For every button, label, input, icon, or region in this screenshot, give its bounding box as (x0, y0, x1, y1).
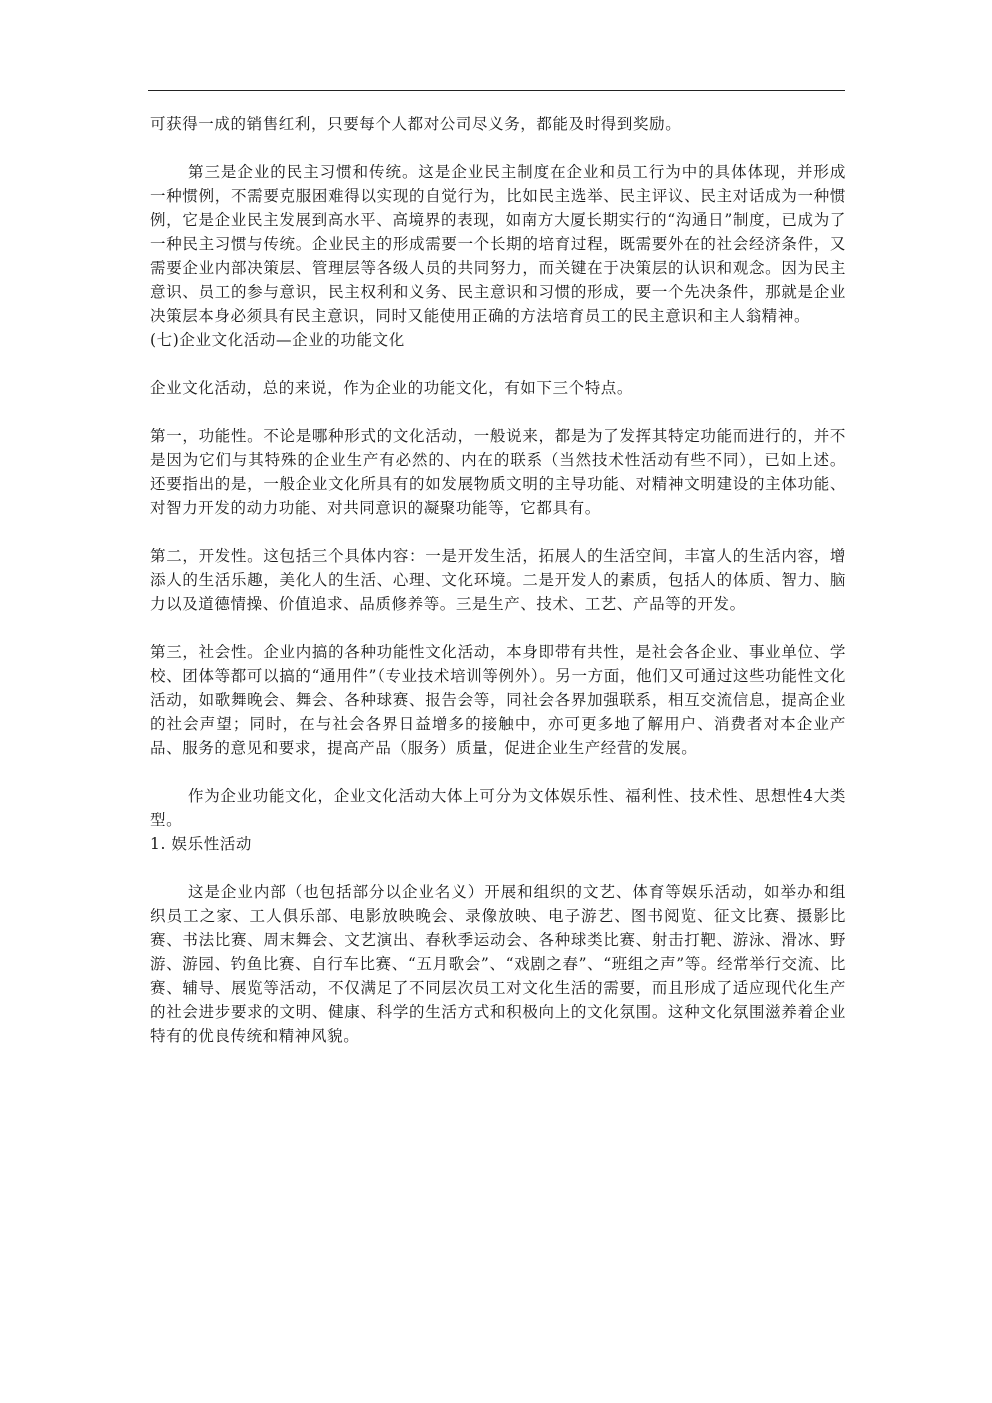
subheading-entertainment: 1. 娱乐性活动 (150, 835, 253, 853)
paragraph-functional: 第一，功能性。不论是哪种形式的文化活动，一般说来，都是为了发挥其特定功能而进行的，并不是因为它们与其特殊的企业生产有必然的、内在的联系（当然技术性活动有些不同），已如上述。还要指出的是，一般企业文化所具有的如发展物质文明的主导功能、对精神文明建设的主体功能、对智力开发的动力功能、对共同意识的凝聚功能等，它都具有。 (150, 427, 846, 517)
paragraph-developmental: 第二，开发性。这包括三个具体内容：一是开发生活，拓展人的生活空间，丰富人的生活内容，增添人的生活乐趣，美化人的生活、心理、文化环境。二是开发人的素质，包括人的体质、智力、脑力以及道德情操、价值追求、品质修养等。三是生产、技术、工艺、产品等的开发。 (150, 547, 846, 613)
paragraph-four-types: 作为企业功能文化，企业文化活动大体上可分为文体娱乐性、福利性、技术性、思想性4大类型。 (150, 787, 846, 829)
section-heading-7: (七)企业文化活动—企业的功能文化 (150, 331, 405, 349)
paragraph-social: 第三，社会性。企业内搞的各种功能性文化活动，本身即带有共性，是社会各企业、事业单位、学校、团体等都可以搞的“通用件”（专业技术培训等例外）。另一方面，他们又可通过这些功能性文化活动，如歌舞晚会、舞会、各种球赛、报告会等，同社会各界加强联系，相互交流信息，提高企业的社会声望；同时，在与社会各界日益增多的接触中，亦可更多地了解用户、消费者对本企业产品、服务的意见和要求，提高产品（服务）质量，促进企业生产经营的发展。 (150, 643, 846, 757)
paragraph-continuation: 可获得一成的销售红利，只要每个人都对公司尽义务，都能及时得到奖励。 (150, 115, 682, 133)
document-body (150, 112, 846, 1048)
header-rule (148, 90, 845, 91)
paragraph-democratic-tradition: 第三是企业的民主习惯和传统。这是企业民主制度在企业和员工行为中的具体体现，并形成一种惯例，不需要克服困难得以实现的自觉行为，比如民主选举、民主评议、民主对话成为一种惯例，它是企业民主发展到高水平、高境界的表现，如南方大厦长期实行的“沟通日”制度，已成为了一种民主习惯与传统。企业民主的形成需要一个长期的培育过程，既需要外在的社会经济条件，又需要企业内部决策层、管理层等各级人员的共同努力，而关键在于决策层的认识和观念。因为民主意识、员工的参与意识，民主权利和义务、民主意识和习惯的形成，要一个先决条件，那就是企业决策层本身必须具有民主意识，同时又能使用正确的方法培育员工的民主意识和主人翁精神。 (150, 163, 846, 325)
paragraph-entertainment: 这是企业内部（也包括部分以企业名义）开展和组织的文艺、体育等娱乐活动，如举办和组织员工之家、工人俱乐部、电影放映晚会、录像放映、电子游艺、图书阅览、征文比赛、摄影比赛、书法比赛、周末舞会、文艺演出、春秋季运动会、各种球类比赛、射击打靶、游泳、滑冰、野游、游园、钓鱼比赛、自行车比赛、“五月歌会”、“戏剧之春”、“班组之声”等。经常举行交流、比赛、辅导、展览等活动，不仅满足了不同层次员工对文化生活的需要，而且形成了适应现代化生产的社会进步要求的文明、健康、科学的生活方式和积极向上的文化氛围。这种文化氛围滋养着企业特有的优良传统和精神风貌。 (150, 883, 846, 1045)
paragraph-activity-intro: 企业文化活动，总的来说，作为企业的功能文化，有如下三个特点。 (150, 379, 634, 397)
